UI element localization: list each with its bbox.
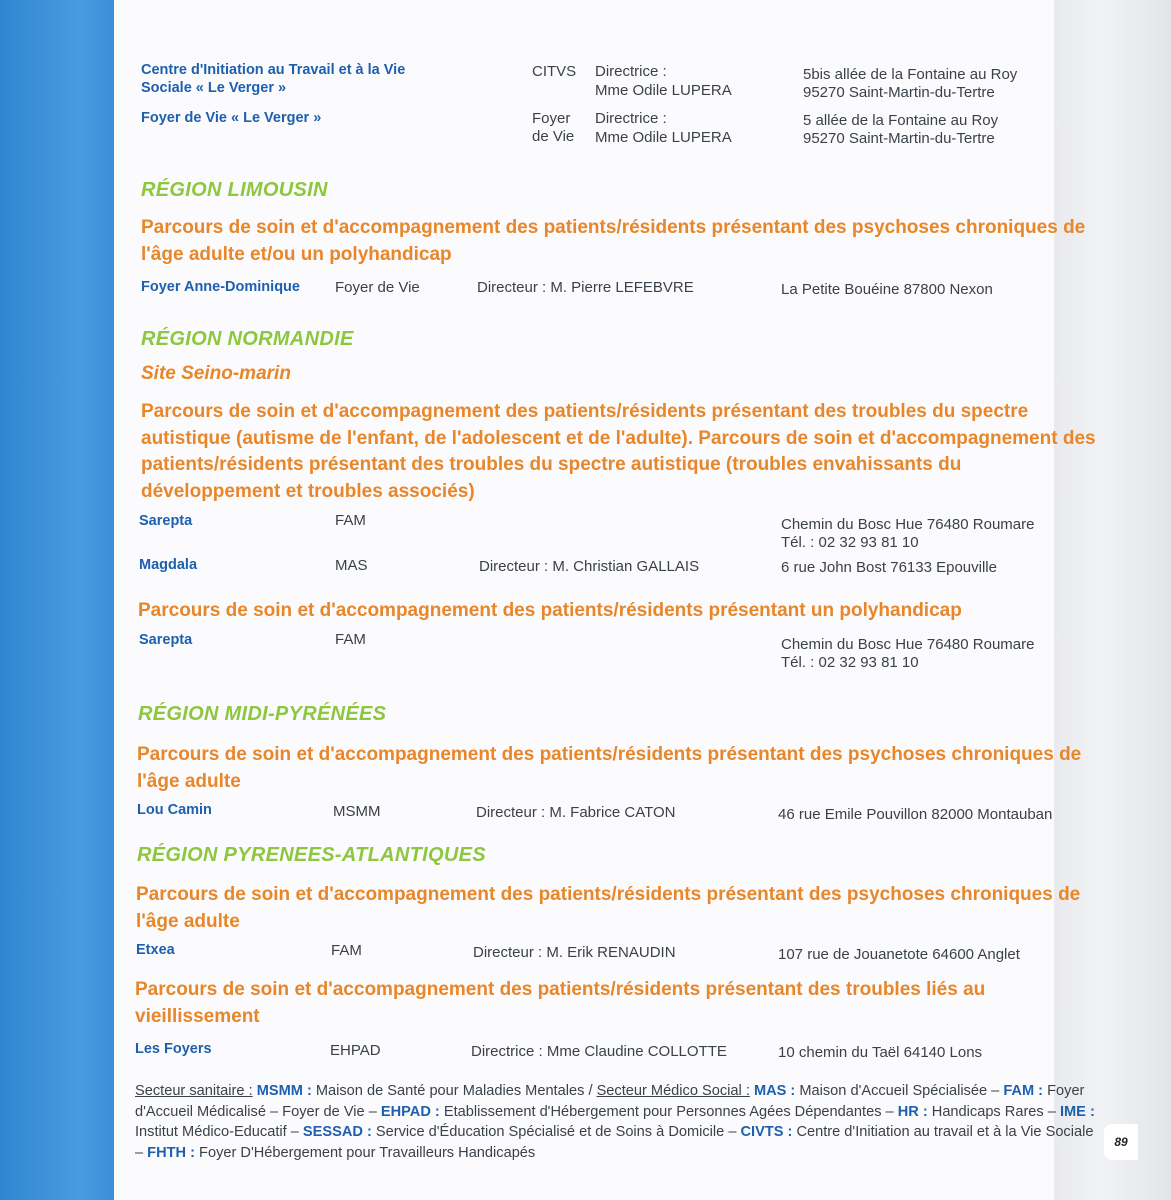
entry-type: FAM [331,942,362,959]
legend-sanitaire-label: Secteur sanitaire : [135,1083,253,1099]
entry-name: Les Foyers [135,1041,212,1057]
abbreviation-legend [135,1081,1100,1163]
legend-abbr: CIVTS : [740,1124,793,1140]
section-heading: Parcours de soin et d'accompagnement des patients/résidents présentant des psychoses chroniques de l'âge adulte [136,884,1081,932]
entry-type: MSMM [333,803,381,820]
legend-text: Maison d'Accueil Spécialisée – [795,1083,1004,1099]
entry-address: 107 rue de Jouanetote 64600 Anglet [778,946,1020,963]
legend-text: Foyer D'Hébergement pour Travailleurs Handicapés [195,1144,536,1161]
legend-text: Handicaps Rares – [927,1103,1060,1120]
legend-text: Centre d'Initiation au travail et à la Vie Sociale – [135,1124,1094,1161]
entry-director: Directeur : M. Christian GALLAIS [479,558,700,575]
entry-address-line: 5bis allée de la Fontaine au Roy [803,66,1018,83]
entry-address-line: 5 allée de la Fontaine au Roy [803,112,999,129]
section-heading: Parcours de soin et d'accompagnement des patients/résidents présentant des psychoses chroniques de l'âge adulte et/ou un polyhandicap [141,217,1086,265]
region-title: RÉGION LIMOUSIN [141,179,328,201]
legend-text: Service d'Éducation Spécialisé et de Soins à Domicile – [371,1124,741,1140]
entry-director: Directrice : Mme Claudine COLLOTTE [471,1043,727,1060]
entry-name-citvs: Centre d'Initiation au Travail et à la Vie Sociale « Le Verger » [141,62,406,96]
entry-address: Chemin du Bosc Hue 76480 Roumare [781,516,1035,533]
entry-name: Foyer Anne-Dominique [141,279,300,295]
legend-text: Institut Médico-Educatif – [135,1124,303,1140]
entry-address: 46 rue Emile Pouvillon 82000 Montauban [778,806,1053,823]
section-heading: Parcours de soin et d'accompagnement des patients/résidents présentant des troubles du spectre autistique (autisme de l'enfant, de l'adolescent et de l'adulte). Parcours de soin et d'accompagnement des patients/résidents présentant des troubles du spectre autistique (troubles envahissants du développement et troubles associés) [141,401,1096,502]
section-heading: Parcours de soin et d'accompagnement des patients/résidents présentant des troubles liés au vieillissement [135,979,986,1027]
entry-address: 10 chemin du Taël 64140 Lons [778,1044,983,1061]
legend-abbr: EHPAD : [380,1103,440,1120]
legend-abbr: MAS : [753,1083,796,1099]
legend-abbr: IME : [1059,1103,1095,1120]
section-heading: Parcours de soin et d'accompagnement des patients/résidents présentant un polyhandicap [138,600,962,621]
entry-type: FAM [335,631,366,648]
legend-abbr: HR : [897,1103,928,1120]
page-number: 89 [1104,1124,1138,1160]
entry-type: Foyer de Vie [335,279,420,296]
region-title: RÉGION NORMANDIE [141,328,354,350]
entry-contact-role: Directrice : [595,110,667,127]
entry-phone: Tél. : 02 32 93 81 10 [781,654,919,671]
entry-director: Directeur : M. Erik RENAUDIN [473,944,676,961]
entry-name: Magdala [139,557,198,573]
region-title: RÉGION MIDI-PYRÉNÉES [138,703,387,725]
entry-type: MAS [335,557,368,574]
entry-name: Sarepta [139,513,193,529]
legend-medico-label: Secteur Médico Social : [596,1083,750,1099]
entry-type-citvs: CITVS [532,63,577,80]
entry-address: 6 rue John Bost 76133 Epouville [781,559,997,576]
site-title: Site Seino-marin [141,363,291,384]
legend-abbr: MSMM : [256,1083,312,1099]
region-title: RÉGION PYRENEES-ATLANTIQUES [137,844,486,866]
left-blue-band [0,0,114,1200]
entry-name-foyer-verger: Foyer de Vie « Le Verger » [141,110,322,126]
entry-name: Etxea [136,942,175,958]
legend-abbr: FHTH : [147,1144,195,1161]
entry-address-line: 95270 Saint-Martin-du-Tertre [803,130,995,147]
entry-address-line: 95270 Saint-Martin-du-Tertre [803,84,995,101]
entry-address: La Petite Bouéine 87800 Nexon [781,281,993,298]
legend-abbr: FAM : [1003,1083,1044,1099]
entry-contact-name: Mme Odile LUPERA [595,82,732,99]
entry-type: FAM [335,512,366,529]
legend-text: Etablissement d'Hébergement pour Personnes Agées Dépendantes – [439,1103,898,1120]
legend-abbr: SESSAD : [302,1124,372,1140]
entry-director: Directeur : M. Pierre LEFEBVRE [477,279,694,296]
entry-address: Chemin du Bosc Hue 76480 Roumare [781,636,1035,653]
entry-director: Directeur : M. Fabrice CATON [476,804,676,821]
entry-contact-name: Mme Odile LUPERA [595,129,732,146]
entry-phone: Tél. : 02 32 93 81 10 [781,534,919,551]
section-heading: Parcours de soin et d'accompagnement des patients/résidents présentant des psychoses chroniques de l'âge adulte [137,744,1082,792]
legend-text: Foyer d'Accueil Médicalisé – Foyer de Vie – [135,1083,1085,1120]
entry-type: EHPAD [330,1042,381,1059]
entry-name: Lou Camin [137,802,212,818]
legend-text: Maison de Santé pour Maladies Mentales / [311,1083,597,1099]
entry-name: Sarepta [139,632,193,648]
entry-type-foyer: Foyer de Vie [532,110,575,145]
entry-contact-role: Directrice : [595,63,667,80]
